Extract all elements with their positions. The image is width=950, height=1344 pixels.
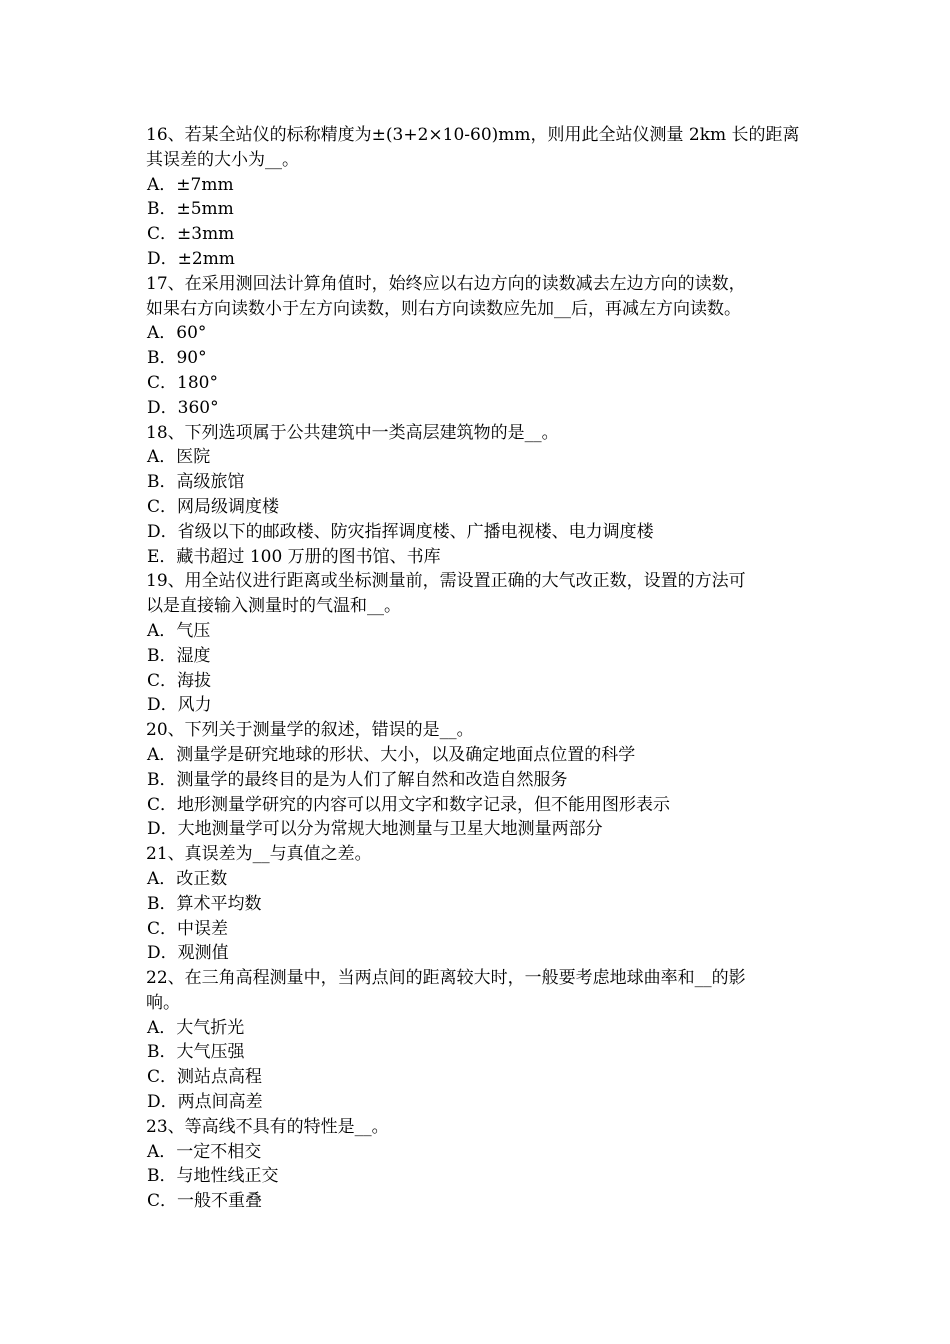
- answer-option: B．湿度: [147, 645, 211, 666]
- question-block: [146, 569, 818, 718]
- question-block: [146, 421, 818, 570]
- answer-option: A．大气折光: [147, 1017, 245, 1038]
- answer-option: C．一般不重叠: [147, 1191, 263, 1212]
- question-text: 18、下列选项属于公共建筑中一类高层建筑物的是__。: [146, 422, 559, 443]
- question-list: [146, 123, 818, 1214]
- question-text: 其误差的大小为__。: [146, 149, 299, 170]
- answer-option: D．±2mm: [147, 248, 235, 269]
- question-block: [146, 842, 818, 966]
- answer-option: D．省级以下的邮政楼、防灾指挥调度楼、广播电视楼、电力调度楼: [147, 521, 654, 542]
- answer-option: D．360°: [147, 397, 219, 418]
- answer-option: C．地形测量学研究的内容可以用文字和数字记录，但不能用图形表示: [147, 794, 671, 815]
- answer-option: D．观测值: [147, 943, 229, 964]
- answer-option: C．±3mm: [147, 224, 235, 245]
- question-text: 以是直接输入测量时的气温和__。: [146, 596, 401, 617]
- answer-option: C．海拔: [147, 670, 212, 691]
- question-text: 响。: [146, 992, 180, 1013]
- question-text: 21、真误差为__与真值之差。: [146, 844, 372, 865]
- answer-option: A．改正数: [147, 868, 228, 889]
- question-block: [146, 1115, 818, 1214]
- answer-option: A．60°: [147, 323, 207, 344]
- answer-option: C．中误差: [147, 918, 229, 939]
- answer-option: A．±7mm: [147, 174, 234, 195]
- question-block: [146, 123, 818, 272]
- question-block: [146, 718, 818, 842]
- answer-option: B．测量学的最终目的是为人们了解自然和改造自然服务: [147, 769, 568, 790]
- answer-option: D．两点间高差: [147, 1092, 263, 1113]
- question-text: 19、用全站仪进行距离或坐标测量前，需设置正确的大气改正数，设置的方法可: [146, 571, 746, 592]
- answer-option: C．测站点高程: [147, 1067, 263, 1088]
- answer-option: B．高级旅馆: [147, 472, 245, 493]
- answer-option: B．大气压强: [147, 1042, 245, 1063]
- answer-option: D．大地测量学可以分为常规大地测量与卫星大地测量两部分: [147, 819, 603, 840]
- answer-option: D．风力: [147, 695, 212, 716]
- question-block: [146, 966, 818, 1115]
- question-text: 20、下列关于测量学的叙述，错误的是__。: [146, 720, 474, 741]
- answer-option: A．气压: [147, 620, 211, 641]
- question-text: 23、等高线不具有的特性是__。: [146, 1116, 389, 1137]
- question-text: 17、在采用测回法计算角值时，始终应以右边方向的读数减去左边方向的读数，: [146, 273, 746, 294]
- answer-option: C．180°: [147, 372, 218, 393]
- answer-option: B．±5mm: [147, 199, 234, 220]
- question-text: 22、在三角高程测量中，当两点间的距离较大时，一般要考虑地球曲率和__的影: [146, 968, 746, 989]
- answer-option: E．藏书超过 100 万册的图书馆、书库: [147, 546, 441, 567]
- answer-option: B．与地性线正交: [147, 1166, 279, 1187]
- question-block: [146, 272, 818, 421]
- answer-option: A．医院: [147, 447, 211, 468]
- answer-option: B．算术平均数: [147, 893, 262, 914]
- answer-option: C．网局级调度楼: [147, 496, 280, 517]
- answer-option: A．一定不相交: [147, 1141, 262, 1162]
- answer-option: B．90°: [147, 348, 207, 369]
- question-text: 16、若某全站仪的标称精度为±(3+2×10-60)mm，则用此全站仪测量 2km 长的距离: [146, 125, 800, 145]
- answer-option: A．测量学是研究地球的形状、大小，以及确定地面点位置的科学: [147, 744, 636, 765]
- question-text: 如果右方向读数小于左方向读数，则右方向读数应先加__后，再减左方向读数。: [146, 298, 741, 319]
